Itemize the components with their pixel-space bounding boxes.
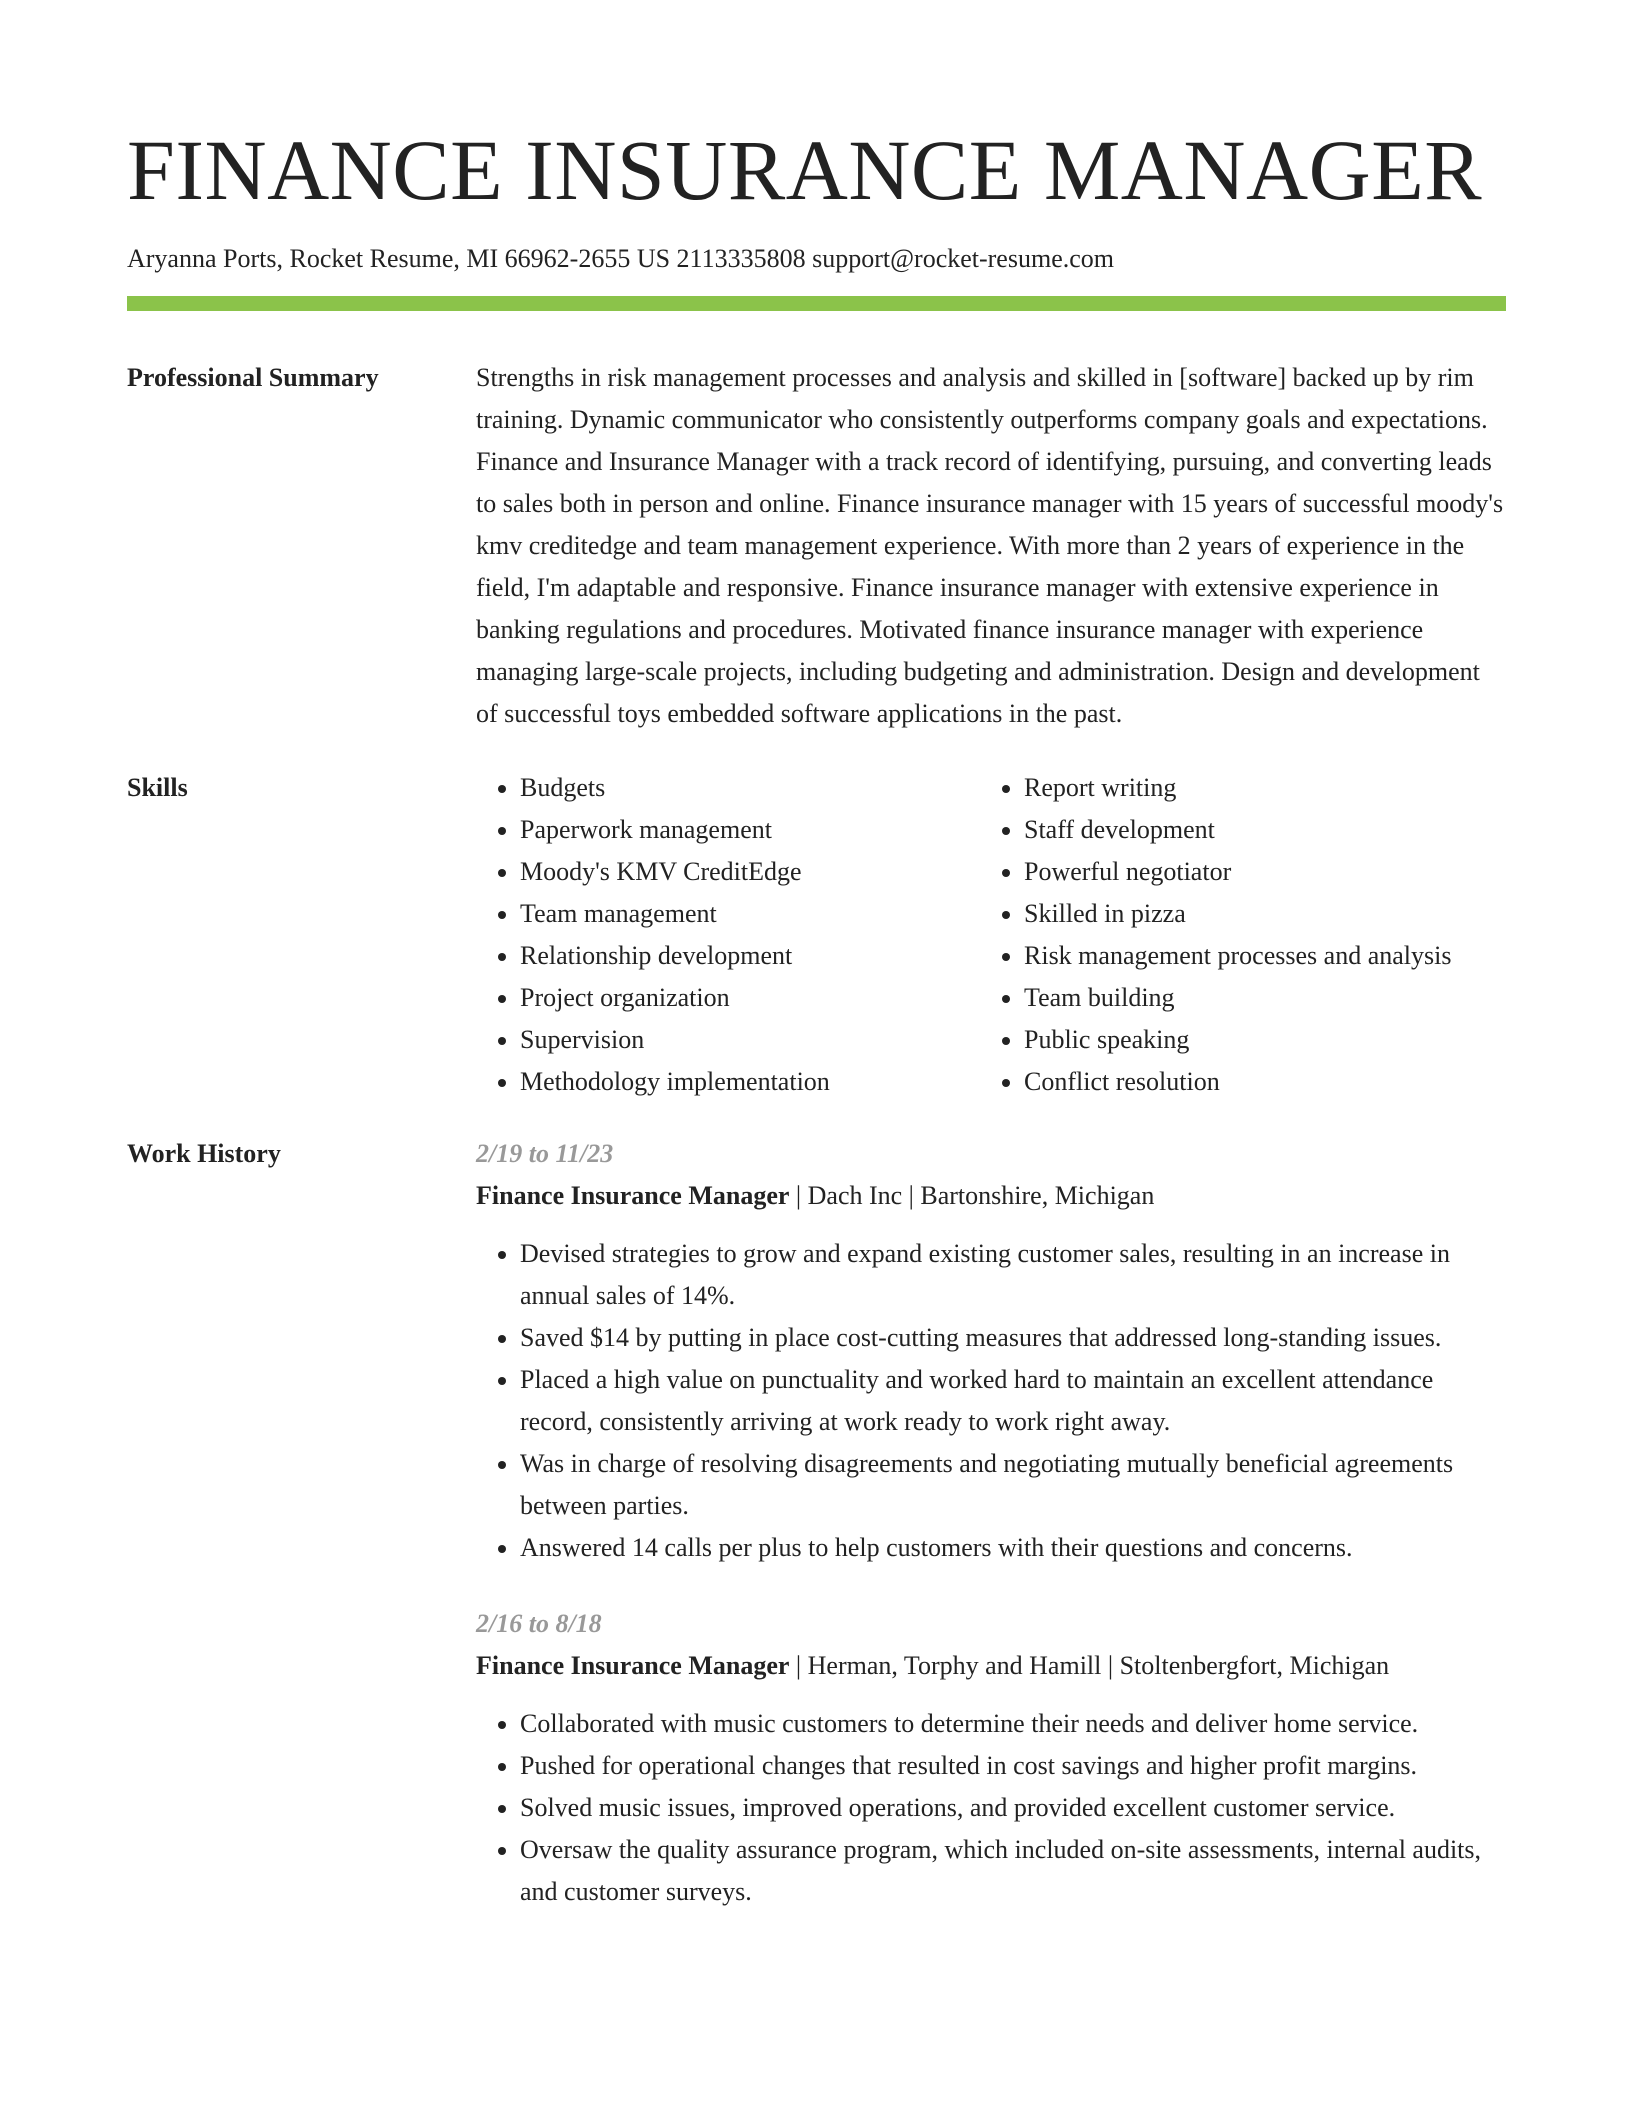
skill-item: • Paperwork management bbox=[520, 809, 980, 851]
job-bullet: • Was in charge of resolving disagreements and negotiating mutually beneficial agreements between parties. bbox=[520, 1443, 1506, 1527]
job-bullet: • Collaborated with music customers to determine their needs and deliver home service. bbox=[520, 1703, 1506, 1745]
skill-item: • Team management bbox=[520, 893, 980, 935]
skills-list-right bbox=[980, 767, 1451, 1103]
skill-item: • Skilled in pizza bbox=[1024, 893, 1451, 935]
job-employer-location: | Dach Inc | Bartonshire, Michigan bbox=[789, 1181, 1155, 1210]
skill-item: • Risk management processes and analysis bbox=[1024, 935, 1451, 977]
professional-summary-section bbox=[127, 357, 1506, 735]
section-label: Skills bbox=[127, 773, 188, 802]
skills-list-left bbox=[476, 767, 980, 1103]
skill-item: • Relationship development bbox=[520, 935, 980, 977]
section-label: Work History bbox=[127, 1139, 281, 1168]
header-divider bbox=[127, 296, 1506, 311]
work-history-section bbox=[127, 1133, 1506, 1913]
job-bullet: • Solved music issues, improved operations, and provided excellent customer service. bbox=[520, 1787, 1506, 1829]
job-title: Finance Insurance Manager bbox=[476, 1651, 790, 1680]
skill-item: • Moody's KMV CreditEdge bbox=[520, 851, 980, 893]
skill-item: • Public speaking bbox=[1024, 1019, 1451, 1061]
job-employer-location: | Herman, Torphy and Hamill | Stoltenbergfort, Michigan bbox=[789, 1651, 1390, 1680]
resume-name: FINANCE INSURANCE MANAGER bbox=[127, 122, 1483, 218]
skill-item: • Report writing bbox=[1024, 767, 1451, 809]
skill-item: • Conflict resolution bbox=[1024, 1061, 1451, 1103]
job-bullets bbox=[476, 1233, 1506, 1569]
skills-section bbox=[127, 767, 1506, 1103]
job-bullet: • Pushed for operational changes that resulted in cost savings and higher profit margins. bbox=[520, 1745, 1506, 1787]
skill-item: • Methodology implementation bbox=[520, 1061, 980, 1103]
job-bullet: • Placed a high value on punctuality and worked hard to maintain an excellent attendance record, consistently arriving at work ready to work right away. bbox=[520, 1359, 1506, 1443]
job-title-line bbox=[476, 1645, 1506, 1687]
job-bullet: • Oversaw the quality assurance program, which included on-site assessments, internal audits, and customer surveys. bbox=[520, 1829, 1506, 1913]
job-dates: 2/19 to 11/23 bbox=[476, 1139, 614, 1168]
job-entry bbox=[476, 1603, 1506, 1913]
skill-item: • Budgets bbox=[520, 767, 980, 809]
contact-line: Aryanna Ports, Rocket Resume, MI 66962-2655 US 2113335808 support@rocket-resume.com bbox=[127, 244, 1114, 273]
skills-grid bbox=[476, 767, 1506, 1103]
job-bullet: • Devised strategies to grow and expand existing customer sales, resulting in an increase in annual sales of 14%. bbox=[520, 1233, 1506, 1317]
job-bullet: • Saved $14 by putting in place cost-cutting measures that addressed long-standing issues. bbox=[520, 1317, 1506, 1359]
skill-item: • Team building bbox=[1024, 977, 1451, 1019]
job-title: Finance Insurance Manager bbox=[476, 1181, 790, 1210]
job-entry bbox=[476, 1133, 1506, 1569]
skill-item: • Staff development bbox=[1024, 809, 1451, 851]
job-title-line bbox=[476, 1175, 1506, 1217]
job-bullets bbox=[476, 1703, 1506, 1913]
skill-item: • Project organization bbox=[520, 977, 980, 1019]
skill-item: • Powerful negotiator bbox=[1024, 851, 1451, 893]
work-history-body bbox=[476, 1133, 1506, 1913]
summary-text: Strengths in risk management processes and analysis and skilled in [software] backed up by rim training. Dynamic communicator who consistently outperforms company goals and expectations. Finance and Insurance Manager with a track record of identifying, pursuing, and converting leads to sales both in person and online. Finance insurance manager with 15 years of successful moody's kmv creditedge and team management experience. With more than 2 years of experience in the field, I'm adaptable and responsive. Finance insurance manager with extensive experience in banking regulations and procedures. Motivated finance insurance manager with experience managing large-scale projects, including budgeting and administration. Design and development of successful toys embedded software applications in the past. bbox=[476, 363, 1504, 728]
section-label: Professional Summary bbox=[127, 363, 379, 392]
job-bullet: • Answered 14 calls per plus to help customers with their questions and concerns. bbox=[520, 1527, 1506, 1569]
job-dates: 2/16 to 8/18 bbox=[476, 1609, 602, 1638]
skill-item: • Supervision bbox=[520, 1019, 980, 1061]
